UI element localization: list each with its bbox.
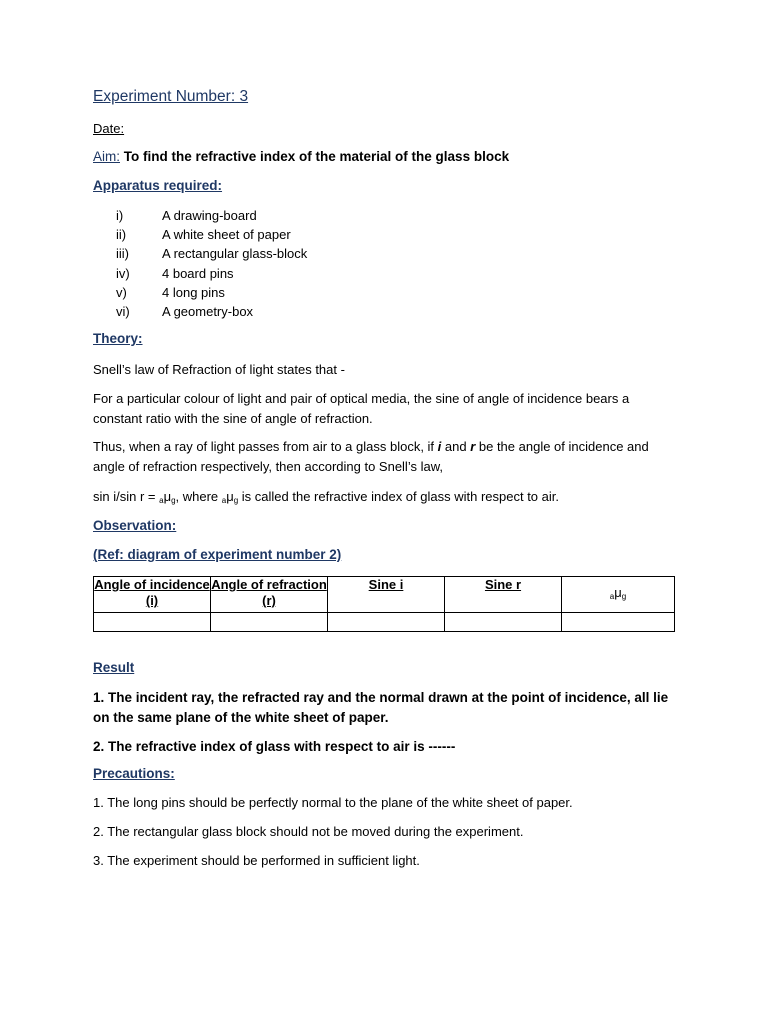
subscript-a: a <box>609 591 615 601</box>
mu-symbol: μ <box>163 489 172 504</box>
precautions-heading: Precautions: <box>93 766 175 781</box>
list-item <box>116 206 307 225</box>
aim-text: To find the refractive index of the material of the glass block <box>120 149 510 164</box>
mu-symbol: μ <box>226 489 234 504</box>
aim-line <box>93 149 509 164</box>
subscript-a: a <box>159 496 164 505</box>
list-item-text: A rectangular glass-block <box>162 246 308 262</box>
snell-formula <box>93 487 675 511</box>
list-item-number: ii) <box>116 227 127 243</box>
precaution-item: 2. The rectangular glass block should not be moved during the experiment. <box>93 824 524 839</box>
list-item-text: 4 board pins <box>162 265 234 281</box>
table-cell <box>562 613 675 632</box>
list-item-number: iv) <box>116 265 130 281</box>
list-item-number: i) <box>116 208 124 223</box>
theory-text: be the angle of incidence and angle of refraction respectively, then according to Snell’s law, <box>93 439 649 474</box>
theory-heading: Theory: <box>93 331 143 346</box>
list-item <box>116 244 307 263</box>
subscript-g: g <box>233 496 239 505</box>
experiment-title: Experiment Number: 3 <box>93 88 249 105</box>
theory-paragraph-1: Snell’s law of Refraction of light states that - <box>93 362 345 377</box>
observation-table <box>93 576 675 632</box>
observation-reference: (Ref: diagram of experiment number 2) <box>93 547 342 562</box>
observation-heading: Observation: <box>93 518 177 533</box>
mu-symbol: μ <box>614 584 622 600</box>
table-header-row <box>94 577 675 613</box>
list-item-number: iii) <box>116 246 129 262</box>
symbol-r: r <box>470 439 476 454</box>
table-cell <box>211 613 328 632</box>
result-item-2: 2. The refractive index of glass with respect to air is ------ <box>93 739 456 754</box>
apparatus-list <box>116 206 307 321</box>
formula-text: , where <box>175 489 222 504</box>
list-item-number: vi) <box>116 303 130 319</box>
result-item-1: 1. The incident ray, the refracted ray and the normal drawn at the point of incidence, all lie on the same plane of the white sheet of paper. <box>93 690 669 725</box>
table-cell <box>328 613 445 632</box>
list-item-text: 4 long pins <box>162 284 225 300</box>
formula-text: sin i/sin r = <box>93 489 160 504</box>
subscript-g: g <box>621 591 627 601</box>
precaution-item: 3. The experiment should be performed in sufficient light. <box>93 853 420 868</box>
precaution-item: 1. The long pins should be perfectly normal to the plane of the white sheet of paper. <box>93 795 573 810</box>
list-item-text: A white sheet of paper <box>162 227 291 243</box>
list-item <box>116 225 307 244</box>
symbol-i: i <box>437 439 442 454</box>
aim-label: Aim: <box>93 149 120 164</box>
list-item-text: A drawing-board <box>162 208 257 223</box>
formula-text: is called the refractive index of glass with respect to air. <box>238 489 559 504</box>
column-header-mu <box>562 577 675 613</box>
table-cell <box>94 613 211 632</box>
list-item <box>116 264 307 283</box>
apparatus-heading: Apparatus required: <box>93 178 223 193</box>
date-label: Date: <box>93 121 125 136</box>
column-header: Angle of incidence (i) <box>94 577 211 613</box>
table-row <box>94 613 675 632</box>
list-item-number: v) <box>116 284 127 300</box>
theory-paragraph-3 <box>93 437 675 476</box>
theory-text: and <box>441 439 471 454</box>
column-header: Sine r <box>445 577 562 613</box>
list-item <box>116 283 307 302</box>
list-item <box>116 302 307 321</box>
table-cell <box>445 613 562 632</box>
result-heading: Result <box>93 660 135 675</box>
theory-text: Thus, when a ray of light passes from air to a glass block, if <box>93 439 438 454</box>
subscript-a: a <box>221 496 227 505</box>
list-item-text: A geometry-box <box>162 303 254 319</box>
column-header: Sine i <box>328 577 445 613</box>
theory-paragraph-2: For a particular colour of light and pair of optical media, the sine of angle of incidence bears a constant ratio with the sine of angle of refraction. <box>93 391 630 426</box>
subscript-g: g <box>171 496 176 505</box>
column-header: Angle of refraction (r) <box>211 577 328 613</box>
